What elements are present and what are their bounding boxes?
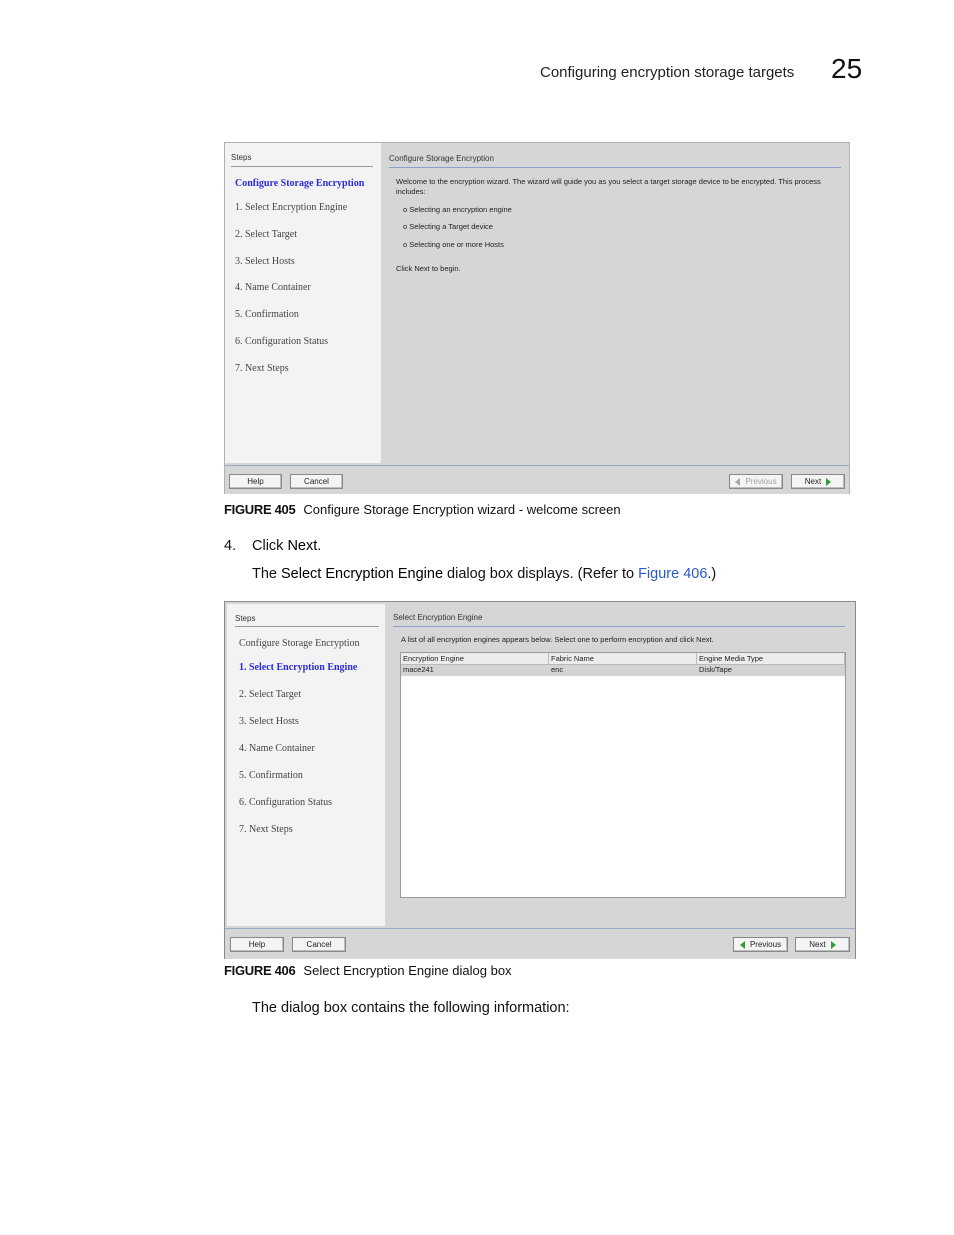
- arrow-right-icon: [826, 478, 831, 486]
- previous-button[interactable]: Previous: [729, 474, 783, 489]
- next-button[interactable]: Next: [795, 937, 850, 952]
- steps-panel: [225, 143, 381, 463]
- main-panel-divider: [389, 167, 841, 168]
- step-configuration-status[interactable]: 6. Configuration Status: [239, 797, 333, 808]
- next-button[interactable]: Next: [791, 474, 845, 489]
- steps-heading: Steps: [231, 153, 252, 162]
- main-panel-title: Select Encryption Engine: [393, 613, 483, 622]
- step-select-hosts[interactable]: 3. Select Hosts: [235, 256, 295, 267]
- step-name-container[interactable]: 4. Name Container: [239, 743, 315, 754]
- arrow-left-icon: [740, 941, 745, 949]
- cancel-button[interactable]: Cancel: [290, 474, 343, 489]
- instruction-dialog-displays: The Select Encryption Engine dialog box displays. (Refer to Figure 406.): [252, 566, 717, 582]
- step-configure-storage-encryption[interactable]: Configure Storage Encryption: [235, 178, 365, 189]
- column-header-engine-media-type[interactable]: Engine Media Type: [697, 653, 845, 665]
- step-next-steps[interactable]: 7. Next Steps: [235, 363, 289, 374]
- step-configure-storage-encryption[interactable]: Configure Storage Encryption: [239, 638, 360, 649]
- column-header-encryption-engine[interactable]: Encryption Engine: [401, 653, 549, 665]
- caption-text: Configure Storage Encryption wizard - welcome screen: [303, 502, 621, 517]
- bullet-target: o Selecting a Target device: [403, 222, 493, 231]
- step-name-container[interactable]: 4. Name Container: [235, 282, 311, 293]
- bullet-hosts: o Selecting one or more Hosts: [403, 240, 504, 249]
- dialog-name: Select Encryption Engine: [281, 566, 444, 582]
- step-confirmation[interactable]: 5. Confirmation: [235, 309, 299, 320]
- steps-divider: [235, 626, 379, 627]
- step-next-steps[interactable]: 7. Next Steps: [239, 824, 293, 835]
- cancel-button[interactable]: Cancel: [292, 937, 346, 952]
- intro-text: A list of all encryption engines appears below. Select one to perform encryption and click Next.: [401, 635, 714, 644]
- chapter-number: 25: [831, 53, 863, 84]
- step-configuration-status[interactable]: 6. Configuration Status: [235, 336, 329, 347]
- arrow-right-icon: [831, 941, 836, 949]
- closing-paragraph: The dialog box contains the following information:: [252, 1000, 570, 1016]
- bullet-engine: o Selecting an encryption engine: [403, 205, 512, 214]
- main-panel-title: Configure Storage Encryption: [389, 154, 494, 163]
- help-button[interactable]: Help: [230, 937, 284, 952]
- step-select-encryption-engine[interactable]: 1. Select Encryption Engine: [239, 662, 358, 673]
- wizard-welcome-screen: [224, 142, 850, 494]
- main-panel-divider: [393, 626, 845, 627]
- steps-panel: [227, 604, 385, 926]
- instruction-click-next: Click Next.: [252, 538, 322, 554]
- arrow-left-icon: [735, 478, 740, 486]
- step-confirmation[interactable]: 5. Confirmation: [239, 770, 303, 781]
- figure-406-caption: [224, 963, 512, 978]
- table-row-cell-media-type[interactable]: Disk/Tape: [697, 665, 845, 676]
- step-select-target[interactable]: 2. Select Target: [239, 689, 301, 700]
- caption-label: FIGURE 405: [224, 502, 296, 517]
- caption-text: Select Encryption Engine dialog box: [303, 963, 512, 978]
- step-number: 4.: [224, 538, 237, 554]
- button-bar: [225, 928, 855, 959]
- step-select-target[interactable]: 2. Select Target: [235, 229, 297, 240]
- step-select-hosts[interactable]: 3. Select Hosts: [239, 716, 299, 727]
- step-select-encryption-engine[interactable]: 1. Select Encryption Engine: [235, 202, 348, 213]
- previous-button[interactable]: Previous: [733, 937, 788, 952]
- next-keyword: Next: [287, 538, 318, 554]
- intro-text: Welcome to the encryption wizard. The wizard will guide you as you select a target storage device to be encrypted. This process includes:: [396, 177, 821, 196]
- button-bar: [225, 465, 849, 494]
- table-row-cell-fabric[interactable]: enc: [549, 665, 697, 676]
- running-header: Configuring encryption storage targets: [540, 64, 795, 81]
- steps-heading: Steps: [235, 614, 256, 623]
- caption-label: FIGURE 406: [224, 963, 296, 978]
- figure-406-link[interactable]: Figure 406: [638, 566, 708, 582]
- help-button[interactable]: Help: [229, 474, 282, 489]
- encryption-engines-table: [400, 652, 846, 898]
- begin-text: Click Next to begin.: [396, 264, 461, 273]
- table-row-cell-engine[interactable]: mace241: [401, 665, 549, 676]
- figure-405-caption: [224, 502, 621, 517]
- wizard-select-engine-dialog: [224, 601, 856, 959]
- column-header-fabric-name[interactable]: Fabric Name: [549, 653, 697, 665]
- steps-divider: [231, 166, 373, 167]
